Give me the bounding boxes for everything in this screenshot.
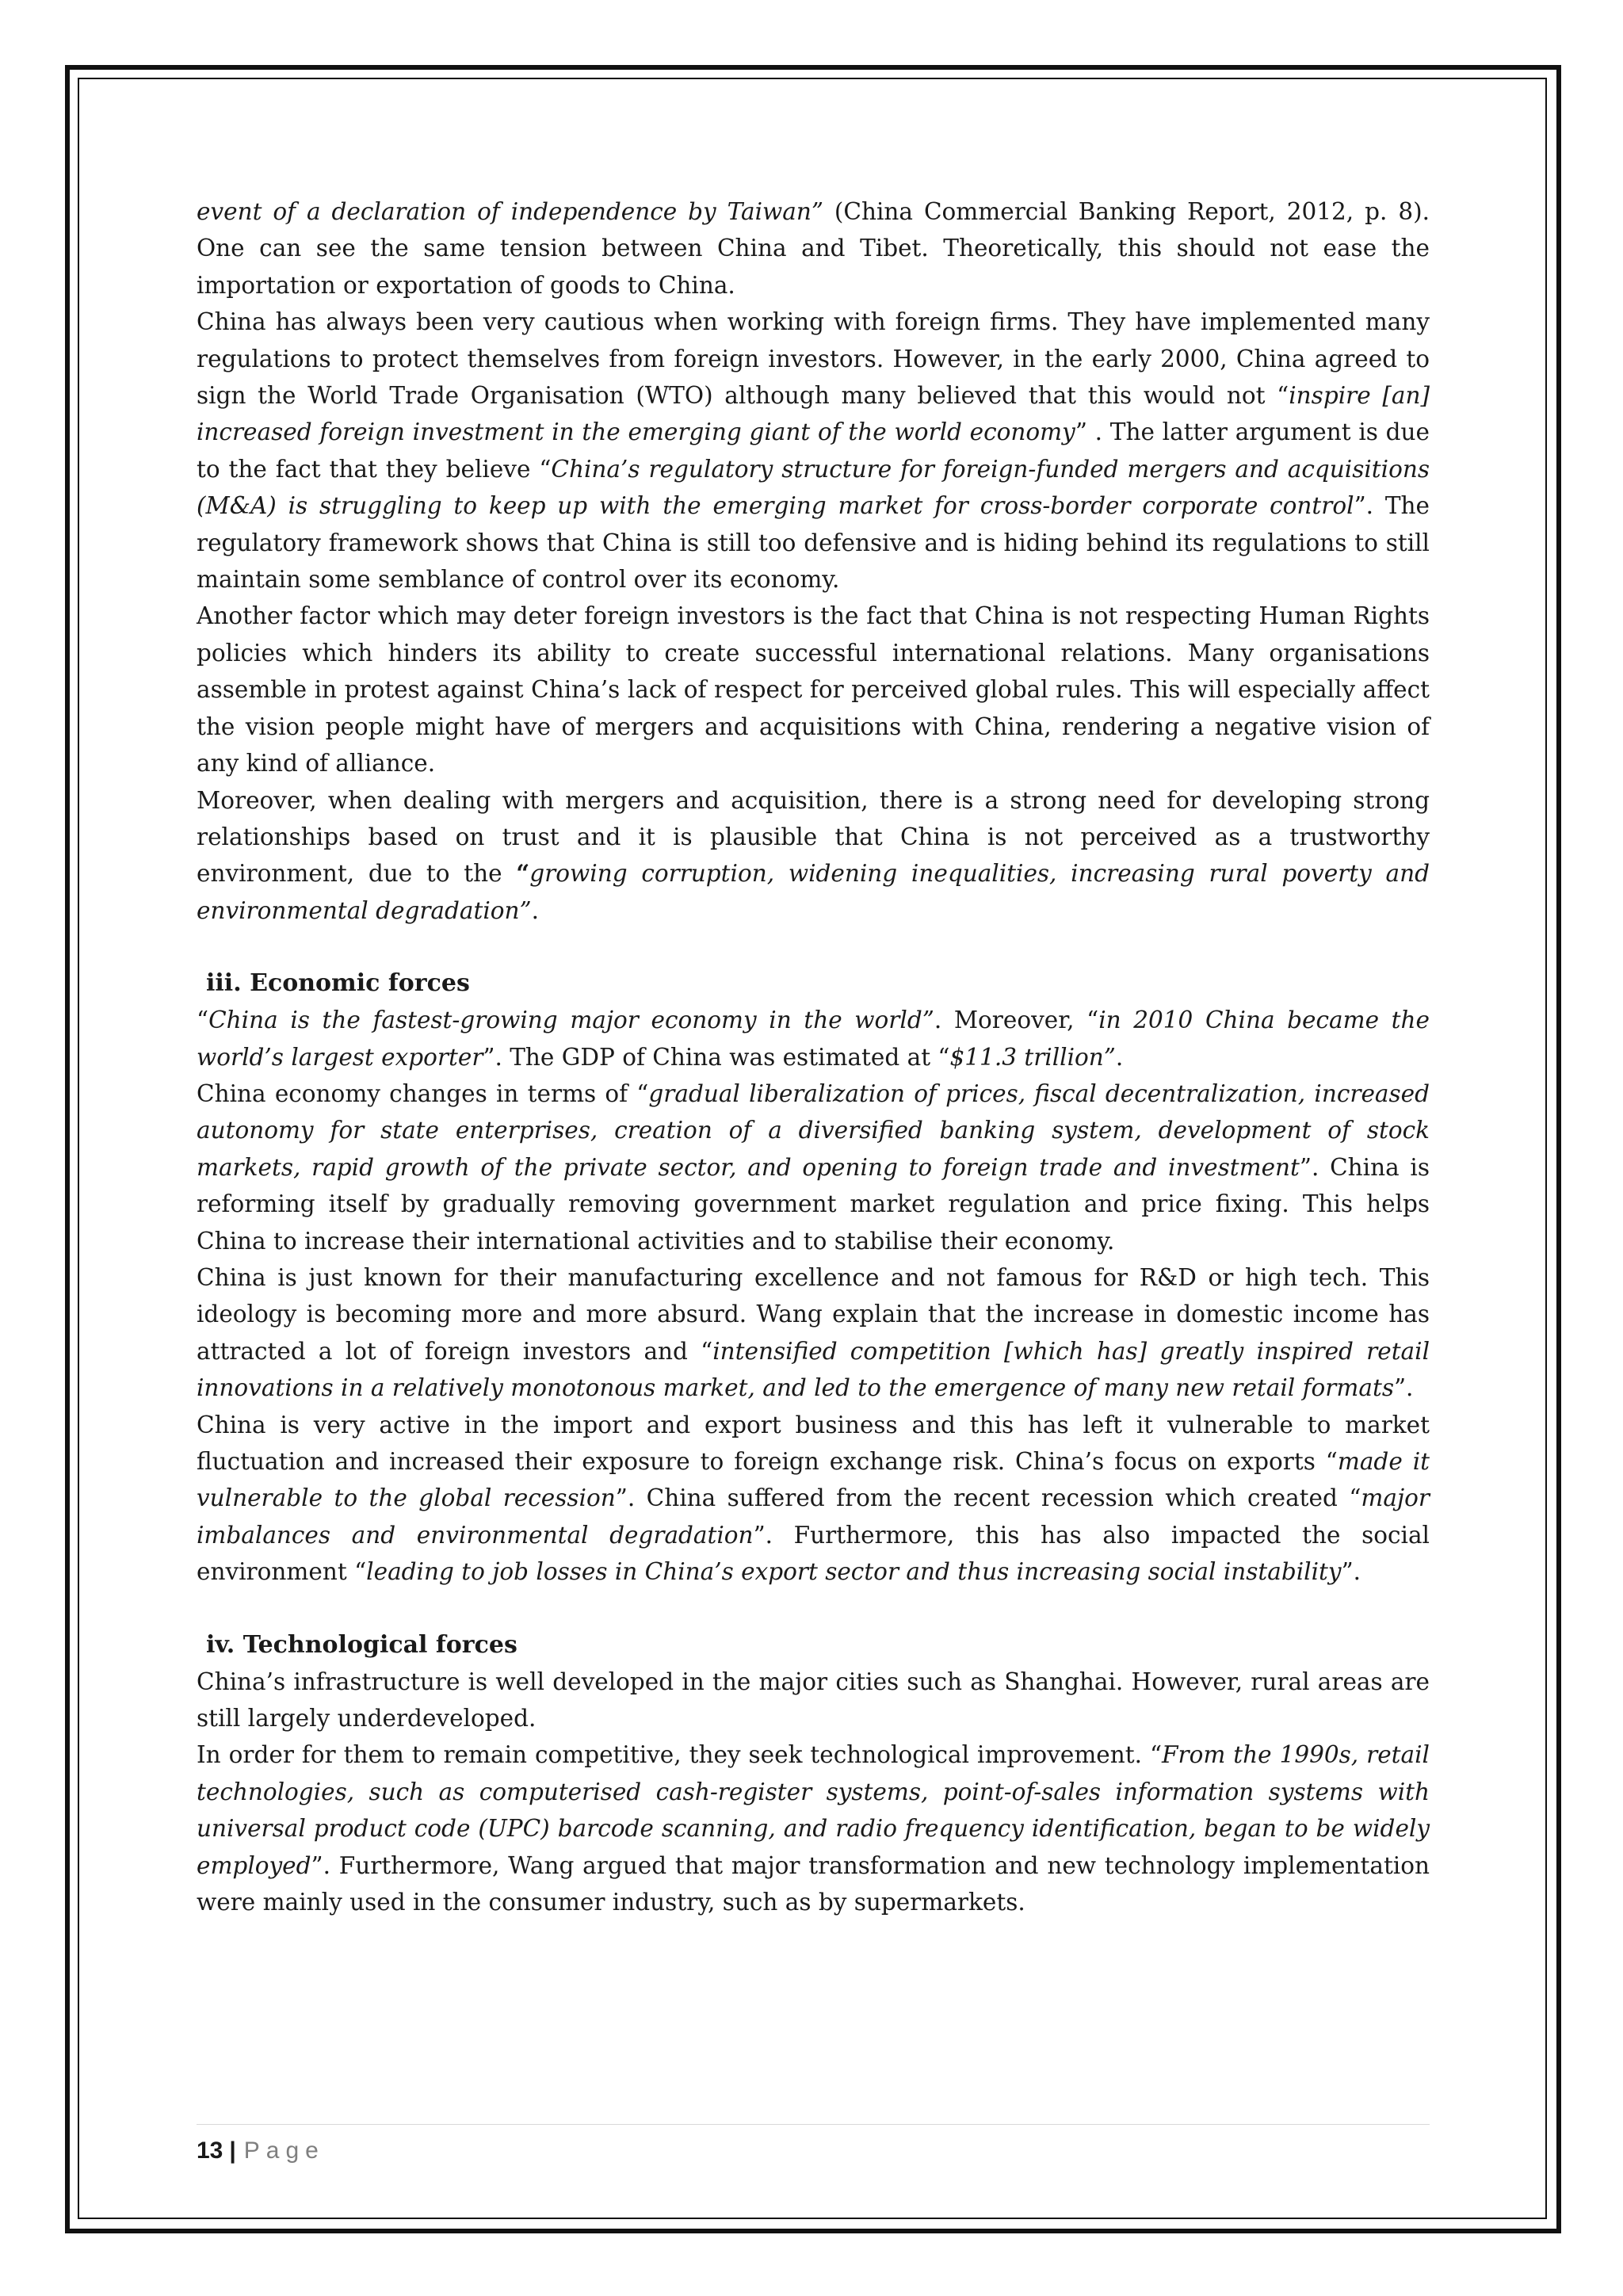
heading-economic-forces: iii. Economic forces — [206, 969, 470, 998]
paragraph-economy-changes — [197, 1075, 1430, 1259]
document-body — [197, 193, 1430, 1920]
text: China is very active in the import and export business and this has left it vulnerable to market fluctuation and increased their exposure to foreign exchange risk. China’s focus on exports “ — [197, 1411, 1430, 1475]
paragraph-infrastructure — [197, 1664, 1430, 1737]
text: ” . The latter argument is due to the fact that they believe “ — [197, 418, 1430, 483]
paragraph-trust — [197, 782, 1430, 930]
footer-separator: | — [229, 2137, 236, 2164]
spacer — [197, 1591, 1430, 1627]
text: (China Commercial Banking Report, 2012, p. 8). One can see the same tension between China and Tibet. Theoretically, this should not ease the importation or exportation of goods to China. — [197, 198, 1430, 299]
text: China’s infrastructure is well developed in the major cities such as Shanghai. However, rural areas are still largely underdeveloped. — [197, 1668, 1430, 1733]
text: Moreover, when dealing with mergers and acquisition, there is a strong need for developing strong relationships based on trust and it is plausible that China is not perceived as a trustworthy environment, due to the — [197, 786, 1430, 888]
quote: From the 1990s, retail technologies, such as computerised cash-register systems, point-of-sales information systems with universal product code (UPC) barcode scanning, and radio frequency identification, began to be widely employed — [197, 1741, 1430, 1879]
paragraph-manufacturing — [197, 1259, 1430, 1407]
footer-divider — [197, 2124, 1430, 2125]
page-number: 13 — [197, 2137, 223, 2164]
text: In order for them to remain competitive, they seek technological improvement. “ — [197, 1741, 1163, 1769]
quote: in 2010 China became the world’s largest exporter — [197, 1007, 1430, 1071]
text: ”. The GDP of China was estimated at “ — [483, 1043, 950, 1071]
text: “ — [516, 859, 530, 888]
text: Another factor which may deter foreign investors is the fact that China is not respecting Human Rights policies which hinders its ability to create successful international relations. Many organisations assemble in protest against China’s lack of respect for perceived global rules. This will especially affect the vision people might have of mergers and acquisitions with China, rendering a negative vision of any kind of alliance. — [197, 602, 1430, 777]
paragraph-taiwan-tibet — [197, 193, 1430, 304]
quote: made it vulnerable to the global recession — [197, 1448, 1430, 1512]
quote: leading to job losses in China’s export sector and thus increasing social instability — [366, 1558, 1342, 1586]
quote: growing corruption, widening inequalities, increasing rural poverty and environmental degradation” — [197, 860, 1430, 924]
paragraph-wto — [197, 304, 1430, 598]
quote: gradual liberalization of prices, fiscal decentralization, increased autonomy for state enterprises, creation of a diversified banking system, development of stock markets, rapid growth of the private sector, and opening to foreign trade and investment — [197, 1079, 1430, 1181]
paragraph-human-rights — [197, 598, 1430, 781]
text: . — [1115, 1043, 1124, 1071]
text: ”. — [1393, 1374, 1414, 1402]
quote: inspire [an] increased foreign investment in the emerging giant of the world economy — [197, 382, 1430, 446]
quote: China is the fastest-growing major economy in the world” — [208, 1007, 934, 1034]
text: . — [531, 896, 540, 924]
text: ”. — [1341, 1558, 1361, 1586]
text: ”. Furthermore, this has also impacted the social environment “ — [197, 1521, 1430, 1586]
heading-technological-forces: iv. Technological forces — [206, 1630, 517, 1659]
paragraph-fastest-growing — [197, 1002, 1430, 1075]
quote: $11.3 trillion” — [949, 1043, 1116, 1071]
page-footer — [197, 2135, 325, 2167]
paragraph-technology — [197, 1736, 1430, 1920]
quote: major imbalances and environmental degradation — [197, 1484, 1430, 1549]
quote: intensified competition [which has] greatly inspired retail innovations in a relatively monotonous market, and led to the emergence of many new retail formats — [197, 1337, 1430, 1402]
spacer — [197, 929, 1430, 965]
page-label: Page — [243, 2137, 325, 2164]
text: ”. China suffered from the recent recession which created “ — [615, 1484, 1361, 1512]
text: . Moreover, “ — [934, 1007, 1099, 1034]
text: ”. The regulatory framework shows that China is still too defensive and is hiding behind its regulations to still maintain some semblance of control over its economy. — [197, 492, 1430, 594]
paragraph-import-export — [197, 1407, 1430, 1591]
quote: event of a declaration of independence by Taiwan” — [197, 198, 823, 225]
text: ”. Furthermore, Wang argued that major transformation and new technology implementation were mainly used in the consumer industry, such as by supermarkets. — [197, 1851, 1430, 1916]
text: “ — [197, 1007, 209, 1034]
quote: China’s regulatory structure for foreign-funded mergers and acquisitions (M&A) is struggling to keep up with the emerging market for cross-border corporate control — [197, 455, 1430, 520]
text: China is just known for their manufacturing excellence and not famous for R&D or high tech. This ideology is becoming more and more absurd. Wang explain that the increase in domestic income has attracted a lot of foreign investors and “ — [197, 1263, 1430, 1365]
text: China has always been very cautious when working with foreign firms. They have implemented many regulations to protect themselves from foreign investors. However, in the early 2000, China agreed to sign the World Trade Organisation (WTO) although many believed that this would not “ — [197, 308, 1430, 410]
text: ”. China is reforming itself by gradually removing government market regulation and price fixing. This helps China to increase their international activities and to stabilise their economy. — [197, 1153, 1430, 1255]
text: China economy changes in terms of “ — [197, 1079, 649, 1107]
